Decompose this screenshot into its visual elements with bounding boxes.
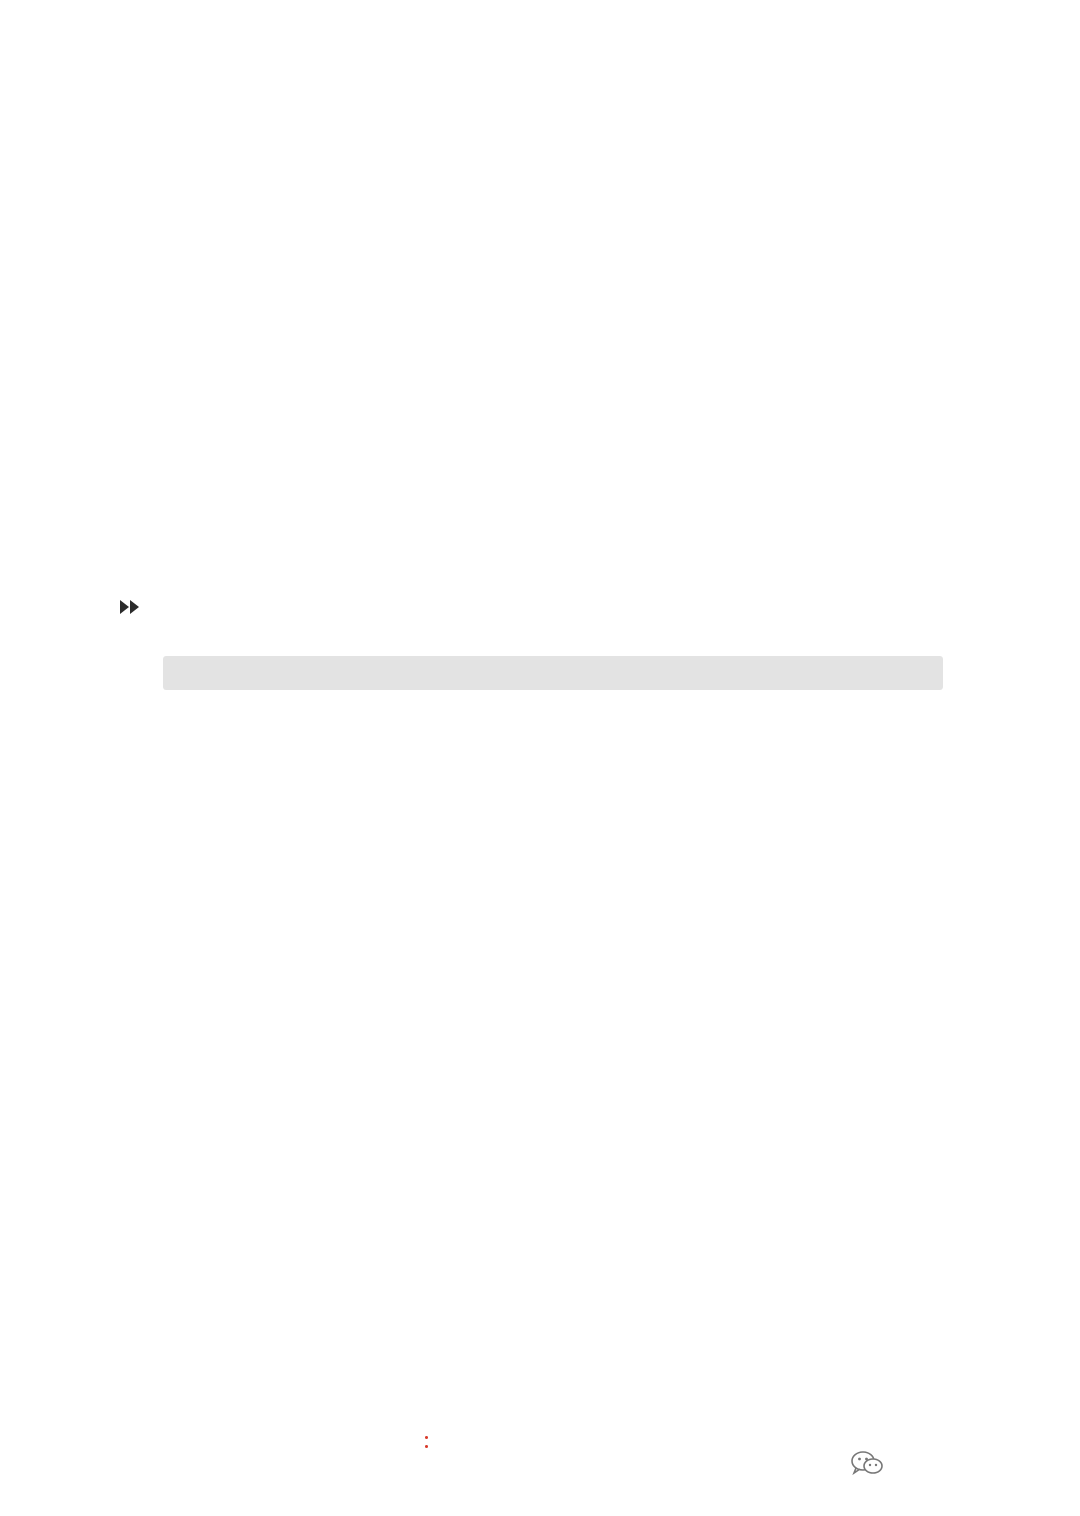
- watermark: [850, 1450, 890, 1476]
- dot-ellipsis-icon: [425, 1436, 431, 1450]
- double-arrow-icon: [120, 600, 140, 614]
- section-heading: [120, 590, 156, 624]
- wechat-icon: [850, 1450, 884, 1476]
- inquiry-banner: [163, 656, 943, 690]
